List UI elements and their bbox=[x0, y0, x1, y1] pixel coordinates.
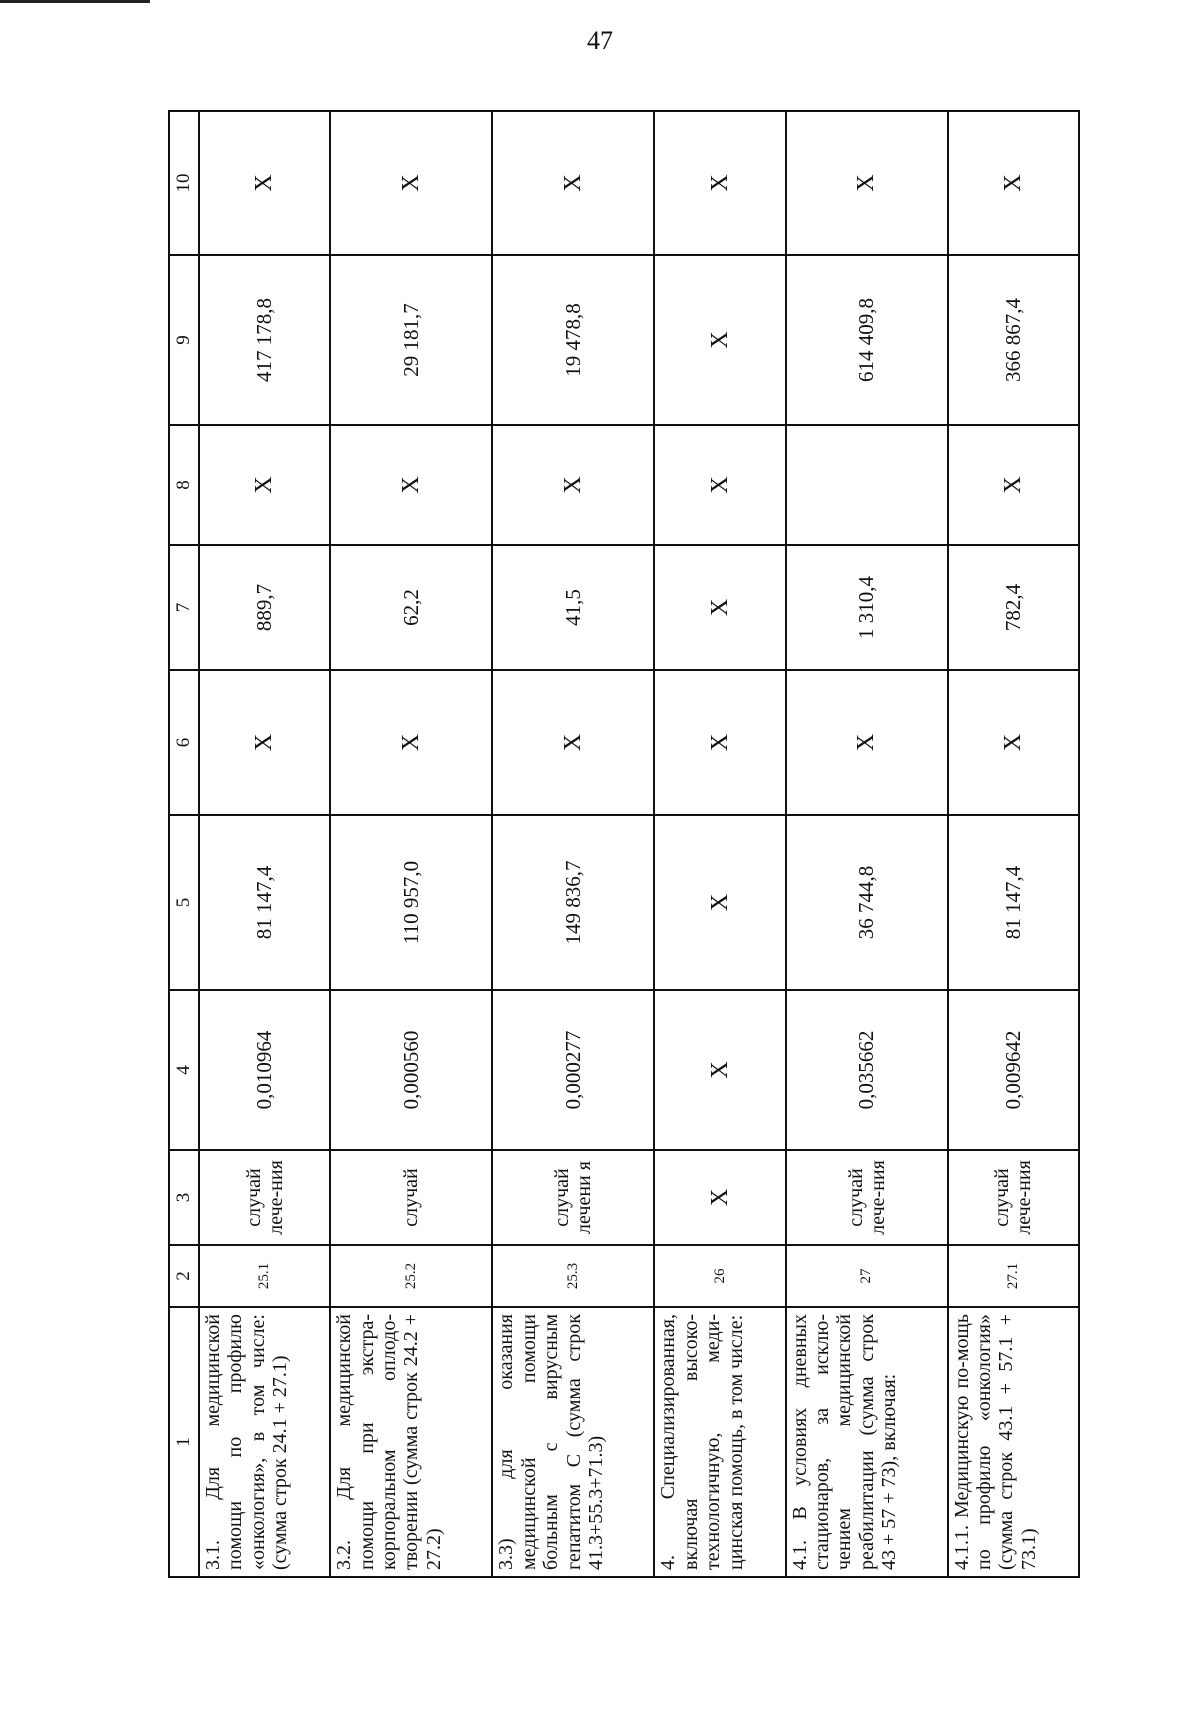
page-number: 47 bbox=[587, 26, 613, 55]
value-cell: 0,000560 bbox=[330, 990, 492, 1150]
header-row bbox=[169, 111, 199, 1577]
value-cell: X bbox=[786, 670, 948, 815]
value-cell: X bbox=[654, 545, 785, 670]
header-cell: 8 bbox=[169, 425, 199, 545]
row-description: 4. Специализированная, включая высоко-технологичную, меди-цинская помощь, в том числе: bbox=[654, 1307, 785, 1577]
value-cell: 782,4 bbox=[948, 545, 1079, 670]
value-cell: 149 836,7 bbox=[492, 815, 654, 990]
row-description: 3.1. Для медицинской помощи по профилю «онкология», в том числе: (сумма строк 24.1 + 27.1) bbox=[199, 1307, 330, 1577]
value-cell: X bbox=[654, 815, 785, 990]
header-cell: 1 bbox=[169, 1307, 199, 1577]
row-description: 4.1. В условиях дневных стационаров, за исклю-чением медицинской реабилитации (сумма строк 43 + 57 + 73), включая: bbox=[786, 1307, 948, 1577]
unit-cell: X bbox=[654, 1150, 785, 1245]
value-cell: X bbox=[654, 111, 785, 255]
value-cell: X bbox=[948, 425, 1079, 545]
value-cell: 41,5 bbox=[492, 545, 654, 670]
table-row bbox=[786, 111, 948, 1577]
value-cell: X bbox=[330, 111, 492, 255]
value-cell: X bbox=[330, 425, 492, 545]
value-cell bbox=[786, 425, 948, 545]
row-code: 25.2 bbox=[330, 1245, 492, 1307]
row-description: 3.2. Для медицинской помощи при экстра-корпоральном оплодо-творении (сумма строк 24.2 + 27.2) bbox=[330, 1307, 492, 1577]
value-cell: 0,035662 bbox=[786, 990, 948, 1150]
table-row bbox=[199, 111, 330, 1577]
header-cell: 2 bbox=[169, 1245, 199, 1307]
header-cell: 6 bbox=[169, 670, 199, 815]
row-code: 27.1 bbox=[948, 1245, 1079, 1307]
value-cell: 36 744,8 bbox=[786, 815, 948, 990]
table-row bbox=[330, 111, 492, 1577]
value-cell: X bbox=[654, 990, 785, 1150]
value-cell: 0,009642 bbox=[948, 990, 1079, 1150]
row-code: 25.1 bbox=[199, 1245, 330, 1307]
table-container bbox=[168, 112, 1080, 1578]
value-cell: X bbox=[492, 670, 654, 815]
value-cell: X bbox=[786, 111, 948, 255]
value-cell: 889,7 bbox=[199, 545, 330, 670]
value-cell: 110 957,0 bbox=[330, 815, 492, 990]
header-cell: 9 bbox=[169, 255, 199, 425]
row-description: 4.1.1. Медицинскую по-мощь по профилю «онкология» (сумма строк 43.1 + 57.1 + 73.1) bbox=[948, 1307, 1079, 1577]
header-cell: 4 bbox=[169, 990, 199, 1150]
value-cell: X bbox=[199, 111, 330, 255]
unit-cell: случай лече-ния bbox=[199, 1150, 330, 1245]
header-cell: 7 bbox=[169, 545, 199, 670]
value-cell: X bbox=[948, 111, 1079, 255]
value-cell: X bbox=[330, 670, 492, 815]
value-cell: 417 178,8 bbox=[199, 255, 330, 425]
unit-cell: случай лече-ния bbox=[948, 1150, 1079, 1245]
value-cell: X bbox=[492, 111, 654, 255]
value-cell: 366 867,4 bbox=[948, 255, 1079, 425]
value-cell: 0,010964 bbox=[199, 990, 330, 1150]
row-code: 26 bbox=[654, 1245, 785, 1307]
table-row bbox=[492, 111, 654, 1577]
unit-cell: случай лечени я bbox=[492, 1150, 654, 1245]
value-cell: X bbox=[199, 670, 330, 815]
value-cell: 29 181,7 bbox=[330, 255, 492, 425]
value-cell: X bbox=[654, 670, 785, 815]
value-cell: 614 409,8 bbox=[786, 255, 948, 425]
value-cell: 81 147,4 bbox=[199, 815, 330, 990]
table-row bbox=[654, 111, 785, 1577]
value-cell: X bbox=[654, 425, 785, 545]
value-cell: X bbox=[654, 255, 785, 425]
header-cell: 3 bbox=[169, 1150, 199, 1245]
unit-cell: случай лече-ния bbox=[786, 1150, 948, 1245]
value-cell: 1 310,4 bbox=[786, 545, 948, 670]
data-table bbox=[168, 110, 1080, 1578]
rotated-table bbox=[168, 112, 1080, 1578]
header-cell: 5 bbox=[169, 815, 199, 990]
value-cell: 19 478,8 bbox=[492, 255, 654, 425]
value-cell: 62,2 bbox=[330, 545, 492, 670]
row-code: 27 bbox=[786, 1245, 948, 1307]
row-code: 25.3 bbox=[492, 1245, 654, 1307]
value-cell: 0,000277 bbox=[492, 990, 654, 1150]
header-cell: 10 bbox=[169, 111, 199, 255]
value-cell: X bbox=[199, 425, 330, 545]
row-description: 3.3) для оказания медицинской помощи больным с вирусным гепатитом С (сумма строк 41.3+55.3+71.3) bbox=[492, 1307, 654, 1577]
value-cell: 81 147,4 bbox=[948, 815, 1079, 990]
table-row bbox=[948, 111, 1079, 1577]
unit-cell: случай bbox=[330, 1150, 492, 1245]
value-cell: X bbox=[492, 425, 654, 545]
value-cell: X bbox=[948, 670, 1079, 815]
scan-edge-line bbox=[0, 0, 150, 3]
